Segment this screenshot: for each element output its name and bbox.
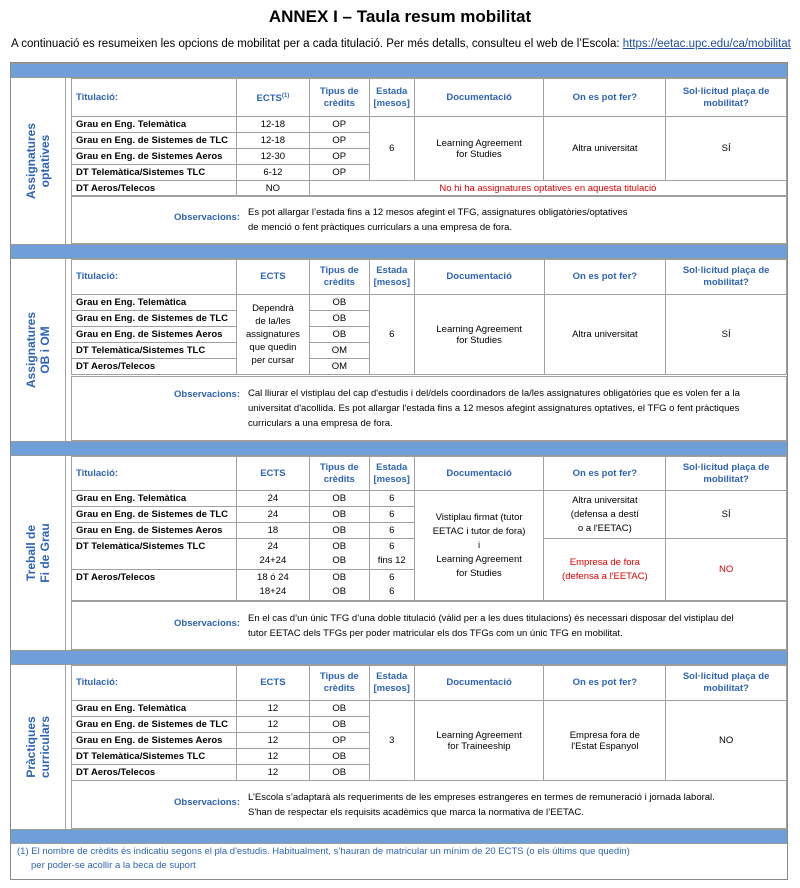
optatives-table	[71, 78, 787, 197]
table-row: Grau en Eng. de Sistemes de TLC 24 OB 6	[72, 507, 787, 523]
table-row: DT Aeros/Telecos 12 OB	[72, 765, 787, 781]
table-row: Grau en Eng. de Sistemes Aeros OB	[72, 327, 787, 343]
table-row: Grau en Eng. Telemàtica 12-18 OP 6 Learning Agreement for Studies Altra universitat SÍ	[72, 117, 787, 133]
section-side-label: Treball de Fi de Grau	[11, 456, 66, 650]
header-sol: Sol·licitud plaça de mobilitat?	[666, 79, 787, 117]
header-sol: Sol·licitud plaça de mobilitat?	[666, 666, 787, 701]
estada-value: 6	[369, 117, 414, 181]
section-band	[11, 650, 787, 665]
observacions-box	[71, 195, 787, 244]
on-value: Empresa fora de l'Estat Espanyol	[544, 701, 666, 781]
header-ects: ECTS	[236, 260, 309, 295]
sol-value-no: NO	[666, 539, 787, 601]
observacions-box	[71, 780, 787, 829]
on-value: Altra universitat (defensa a destí o a l'EETAC)	[544, 491, 666, 539]
table-row: Grau en Eng. de Sistemes Aeros 12 OP	[72, 733, 787, 749]
no-optatives-note: No hi ha assignatures optatives en aquesta titulació	[309, 181, 786, 197]
table-row: DT Telemàtica/Sistemes TLC 12 OB	[72, 749, 787, 765]
section-band	[11, 63, 787, 78]
header-on: On es pot fer?	[544, 457, 666, 491]
table-row: DT Aeros/Telecos 18 ó 24 18+24 OB OB 6 6	[72, 570, 787, 601]
header-titulacio: Titulació:	[72, 457, 237, 491]
table-row: Grau en Eng. de Sistemes de TLC 12 OB	[72, 717, 787, 733]
page-title: ANNEX I – Taula resum mobilitat	[268, 7, 532, 26]
on-value: Altra universitat	[544, 295, 666, 375]
table-row: Grau en Eng. Telemàtica 24 OB 6 Vistiplau firmat (tutor EETAC i tutor de fora) i Learning Agreement for Studies Altra universitat (defensa a destí o a l'EETAC) SÍ	[72, 491, 787, 507]
header-on: On es pot fer?	[544, 666, 666, 701]
header-tipus: Tipus de crèdits	[309, 457, 369, 491]
sol-value: SÍ	[666, 491, 787, 539]
table-row: Grau en Eng. de Sistemes de TLC OB	[72, 311, 787, 327]
header-tipus: Tipus de crèdits	[309, 79, 369, 117]
section-optatives	[11, 78, 787, 244]
sol-value: SÍ	[666, 295, 787, 375]
section-tfg	[11, 456, 787, 650]
mobilitat-link[interactable]: https://eetac.upc.edu/ca/mobilitat	[622, 38, 791, 50]
estada-value: 3	[369, 701, 414, 781]
documentacio-value: Learning Agreement for Traineeship	[414, 701, 544, 781]
section-side-label: Assignatures optatives	[11, 78, 66, 244]
documentacio-value: Learning Agreement for Studies	[414, 117, 544, 181]
ob-om-table	[71, 259, 787, 375]
observacions-label: Observacions:	[174, 212, 240, 223]
header-tipus: Tipus de crèdits	[309, 260, 369, 295]
section-band	[11, 441, 787, 456]
section-band	[11, 244, 787, 259]
section-ob-om	[11, 259, 787, 441]
table-row: DT Aeros/Telecos OM	[72, 359, 787, 375]
table-row: DT Telemàtica/Sistemes TLC 6-12 OP	[72, 165, 787, 181]
table-row: DT Telemàtica/Sistemes TLC OM	[72, 343, 787, 359]
documentacio-value: Learning Agreement for Studies	[414, 295, 544, 375]
section-side-label: Pràctiques curriculars	[11, 665, 66, 829]
header-estada: Estada [mesos]	[369, 79, 414, 117]
header-sol: Sol·licitud plaça de mobilitat?	[666, 457, 787, 491]
table-row: Grau en Eng. de Sistemes Aeros 18 OB 6	[72, 523, 787, 539]
on-value-empresa: Empresa de fora (defensa a l'EETAC)	[544, 539, 666, 601]
observacions-label: Observacions:	[174, 389, 240, 400]
section-side-label: Assignatures OB i OM	[11, 259, 66, 441]
tfg-table	[71, 456, 787, 601]
table-row: Grau en Eng. de Sistemes de TLC 12-18 OP	[72, 133, 787, 149]
header-on: On es pot fer?	[544, 260, 666, 295]
table-row: Grau en Eng. Telemàtica 12 OB 3 Learning Agreement for Traineeship Empresa fora de l'Estat Espanyol NO	[72, 701, 787, 717]
header-ects: ECTS	[236, 666, 309, 701]
header-documentacio: Documentació	[414, 457, 544, 491]
header-titulacio: Titulació:	[72, 666, 237, 701]
on-value: Altra universitat	[544, 117, 666, 181]
header-ects: ECTS$^{(1)}$	[236, 79, 309, 117]
section-band	[11, 829, 787, 844]
observacions-label: Observacions:	[174, 797, 240, 808]
observacions-label: Observacions:	[174, 618, 240, 629]
footnote: (1) El nombre de crèdits és indicatiu segons el pla d'estudis. Habitualment, s’hauran de matricular un mínim de 20 ECTS (o els últims que quedin) per poder-se acollir a la beca de suport	[17, 846, 630, 871]
header-tipus: Tipus de crèdits	[309, 666, 369, 701]
header-documentacio: Documentació	[414, 666, 544, 701]
header-estada: Estada [mesos]	[369, 666, 414, 701]
header-ects: ECTS	[236, 457, 309, 491]
header-documentacio: Documentació	[414, 79, 544, 117]
sol-value: SÍ	[666, 117, 787, 181]
observacions-text: Es pot allargar l’estada fins a 12 mesos afegint el TFG, assignatures obligatòries/optatives de menció o fent pràctiques curriculars a una empresa de fora.	[248, 207, 628, 233]
table-row: Grau en Eng. de Sistemes Aeros 12-30 OP	[72, 149, 787, 165]
sol-value: NO	[666, 701, 787, 781]
section-practiques	[11, 665, 787, 829]
header-sol: Sol·licitud plaça de mobilitat?	[666, 260, 787, 295]
observacions-box	[71, 376, 787, 441]
header-documentacio: Documentació	[414, 260, 544, 295]
estada-value: 6	[369, 295, 414, 375]
observacions-text: Cal lliurar el vistiplau del cap d'estudis i del/dels coordinadors de la/les assignatures obligatòries que es volen fer a la universitat d'acollida. Es pot allargar l'estada fins a 12 mesos afegint assignatures optatives, el TFG o fent pràctiques curriculars a una empresa de fora.	[248, 388, 740, 429]
observacions-text: En el cas d’un únic TFG d’una doble titulació (vàlid per a les dues titulacions) és necessari disposar del vistiplau del tutor EETAC dels TFGs per poder matricular els dos TFGs com un únic TFG en mobilitat.	[248, 613, 734, 639]
header-titulacio: Titulació:	[72, 260, 237, 295]
ects-value: Dependrà de la/les assignatures que quedin per cursar	[236, 295, 309, 375]
table-row: DT Aeros/Telecos NO No hi ha assignatures optatives en aquesta titulació	[72, 181, 787, 197]
practiques-table	[71, 665, 787, 781]
documentacio-value: Vistiplau firmat (tutor EETAC i tutor de fora) i Learning Agreement for Studies	[414, 491, 544, 601]
header-estada: Estada [mesos]	[369, 260, 414, 295]
observacions-text: L’Escola s’adaptarà als requeriments de les empreses estrangeres en termes de remuneració i jornada laboral. S'han de respectar els requisits acadèmics que marca la normativa de l’EETAC.	[248, 792, 715, 818]
table-row: Grau en Eng. Telemàtica Dependrà de la/les assignatures que quedin per cursar OB 6 Learning Agreement for Studies Altra universitat SÍ	[72, 295, 787, 311]
observacions-box	[71, 601, 787, 650]
header-titulacio: Titulació:	[72, 79, 237, 117]
header-estada: Estada [mesos]	[369, 457, 414, 491]
intro-text: A continuació es resumeixen les opcions de mobilitat per a cada titulació. Per més detalls, consulteu el web de l’Escola: https://eetac.upc.edu/ca/mobilitat	[11, 38, 791, 50]
header-on: On es pot fer?	[544, 79, 666, 117]
table-row: DT Telemàtica/Sistemes TLC 24 24+24 OB OB 6 fins 12 Empresa de fora (defensa a l'EETAC) NO	[72, 539, 787, 570]
